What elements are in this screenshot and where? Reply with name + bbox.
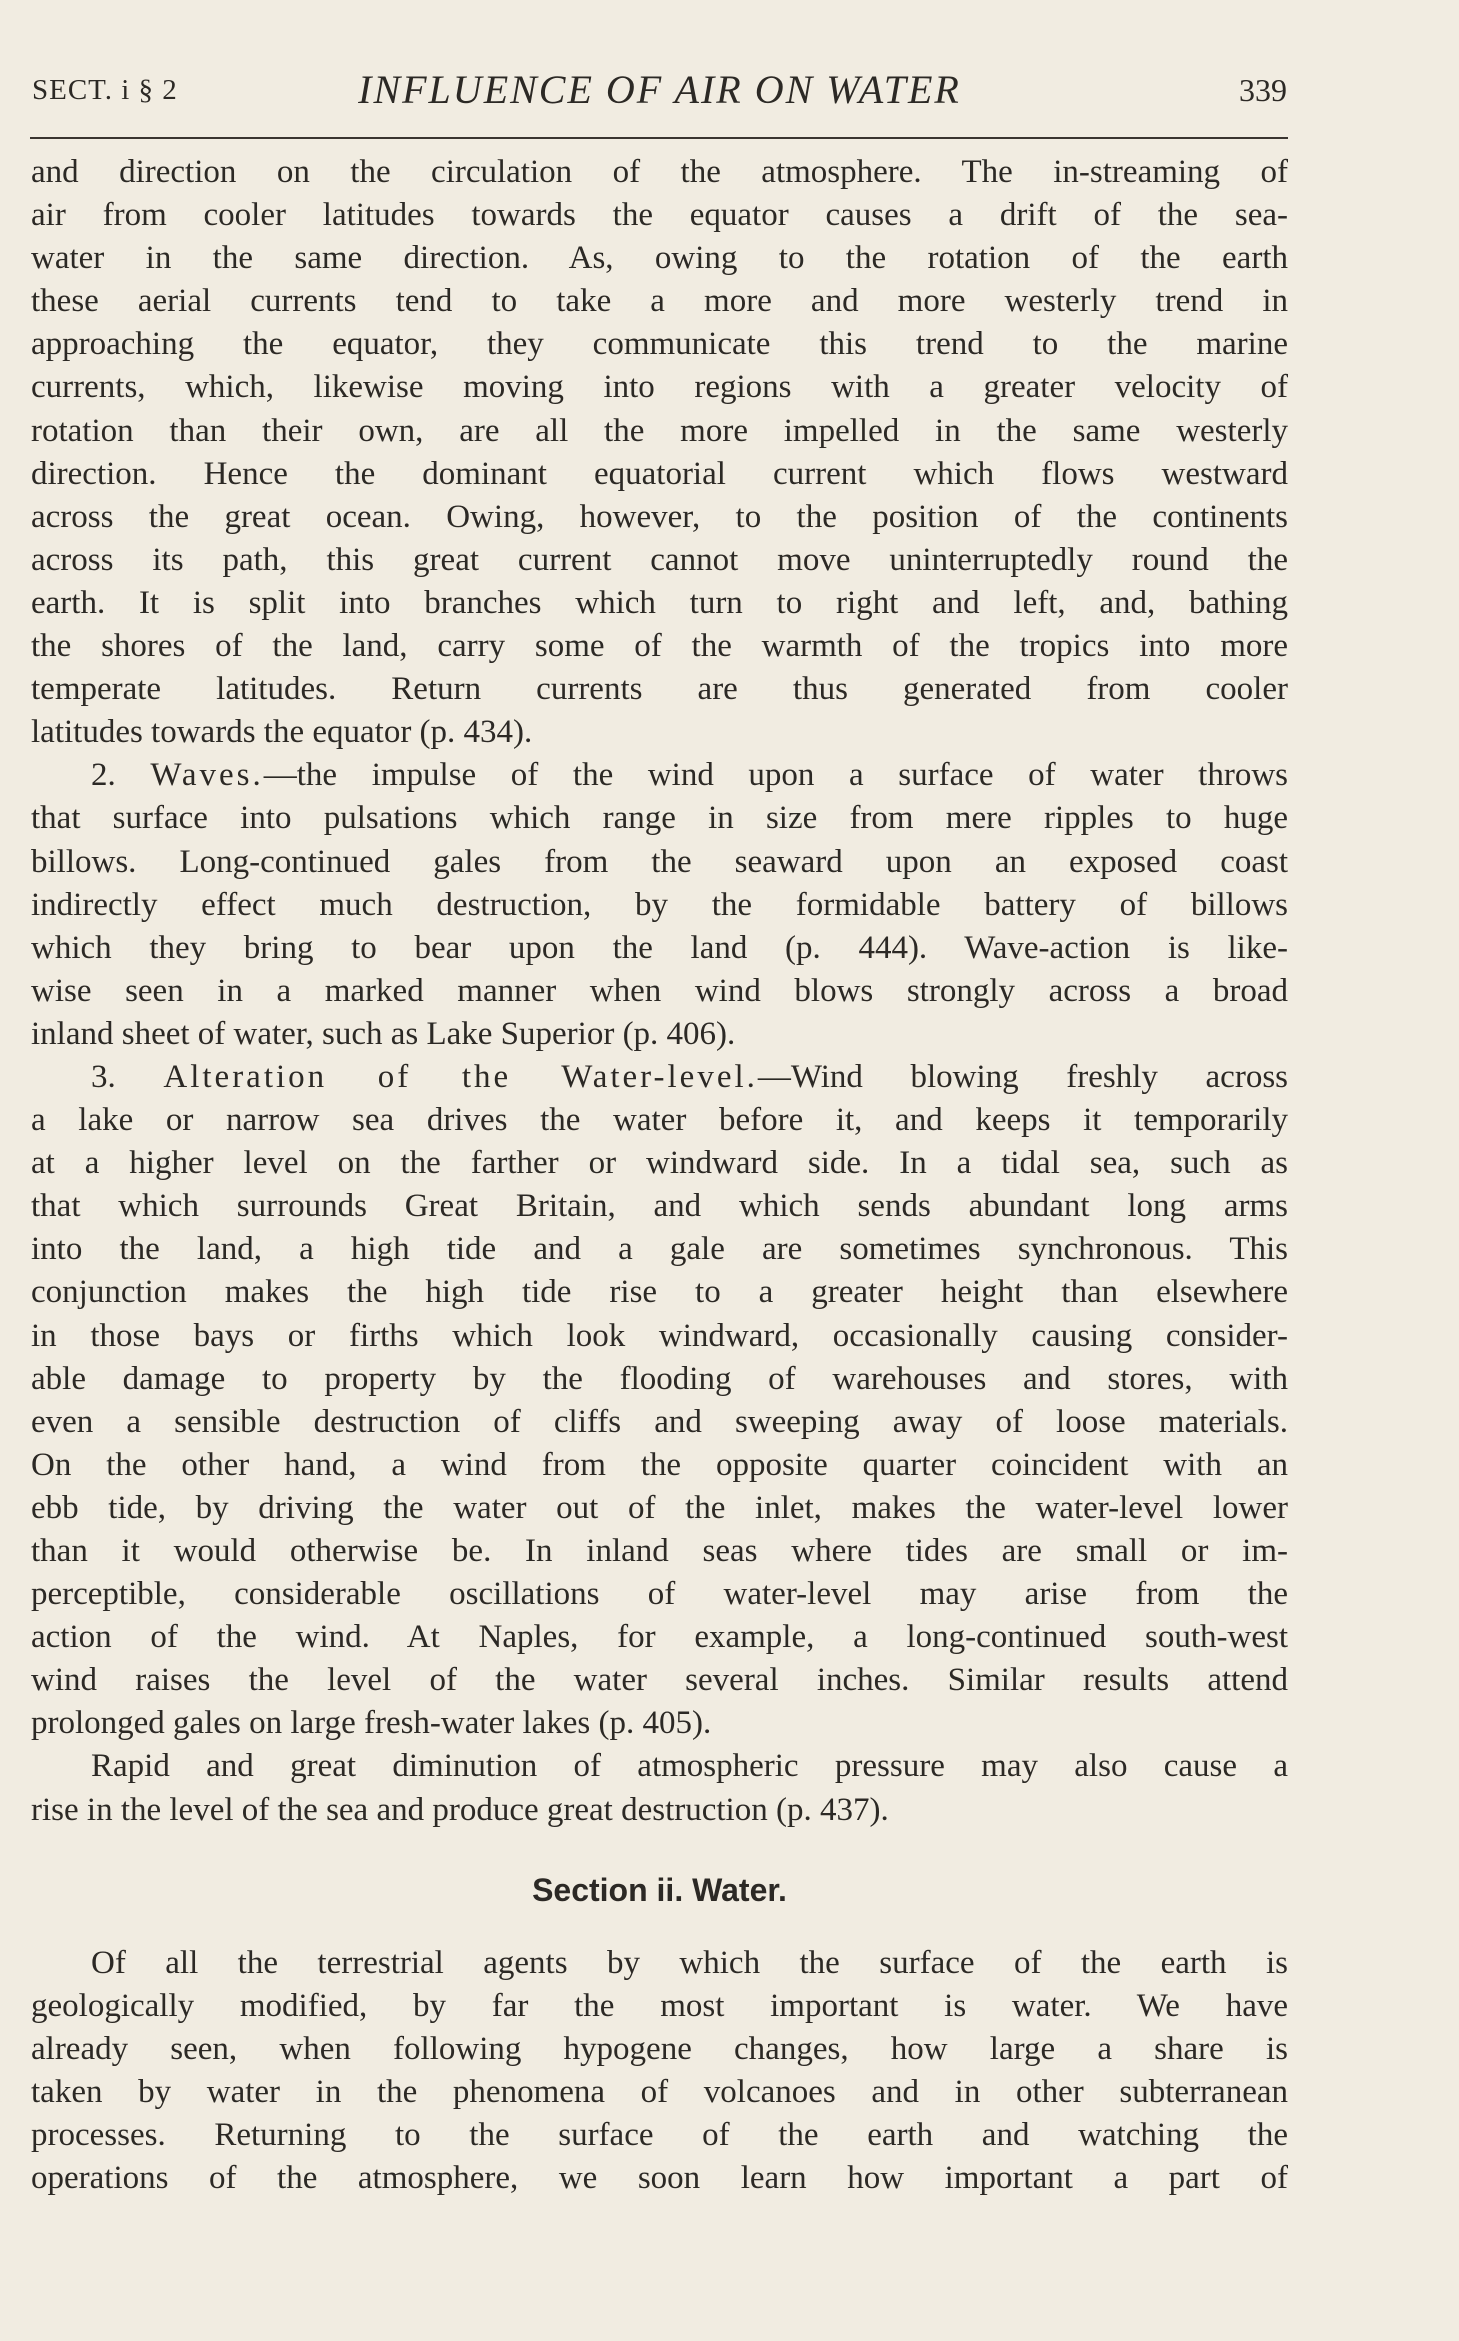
text-line: taken by water in the phenomena of volcanoes and in other subterranean [31,2073,1288,2110]
running-title: INFLUENCE OF AIR ON WATER [358,67,961,112]
text-line: which they bring to bear upon the land (p. 444). Wave-action is like- [31,929,1288,966]
text-line: than it would otherwise be. In inland seas where tides are small or im- [31,1533,1288,1569]
text-line: ebb tide, by driving the water out of the inlet, makes the water-level lower [31,1489,1288,1526]
waves-dash: — [263,757,297,794]
text-line: Of all the terrestrial agents by which the surface of the earth is [91,1944,1288,1981]
text-line: wind raises the level of the water several inches. Similar results attend [31,1662,1288,1699]
waves-number: 2. [91,757,116,794]
text-line: earth. It is split into branches which turn to right and left, and, bathing [31,584,1288,621]
text-line: in those bays or firths which look windward, occasionally causing consider- [31,1317,1288,1354]
text-line: conjunction makes the high tide rise to a greater height than elsewhere [31,1274,1288,1311]
waves-heading: Waves. [150,757,264,794]
text-line: temperate latitudes. Return currents are thus generated from cooler [31,671,1288,708]
alteration-paragraph-start [31,1056,1288,1099]
text-line: water in the same direction. As, owing to the rotation of the earth [31,240,1288,277]
text-line: across its path, this great current cannot move uninterruptedly round the [31,541,1288,578]
alteration-heading: Alteration of the Water-level. [163,1058,758,1095]
text-line: across the great ocean. Owing, however, to the position of the continents [31,498,1288,535]
text-line: and direction on the circulation of the atmosphere. The in-streaming of [31,154,1288,190]
text-line: approaching the equator, they communicate this trend to the marine [31,326,1288,363]
text-line: wise seen in a marked manner when wind blows strongly across a broad [31,972,1288,1009]
text-line: billows. Long-continued gales from the seaward upon an exposed coast [31,843,1288,880]
page-number: 339 [1239,72,1287,108]
text-line: currents, which, likewise moving into regions with a greater velocity of [31,369,1288,406]
text-line: Wind blowing freshly across [790,1058,1288,1095]
text-line: air from cooler latitudes towards the equator causes a drift of the sea- [31,197,1288,234]
text-line: action of the wind. At Naples, for example, a long-continued south-west [31,1619,1288,1656]
text-line: Rapid and great diminution of atmospheric pressure may also cause a [91,1748,1288,1785]
text-line: rotation than their own, are all the more impelled in the same westerly [31,412,1288,449]
text-line: indirectly effect much destruction, by the formidable battery of billows [31,886,1288,923]
text-line: into the land, a high tide and a gale are sometimes synchronous. This [31,1231,1288,1268]
text-line: direction. Hence the dominant equatorial current which flows westward [31,455,1288,492]
text-line: at a higher level on the farther or windward side. In a tidal sea, such as [31,1145,1288,1182]
text-line: operations of the atmosphere, we soon learn how important a part of [31,2160,1288,2197]
text-line: processes. Returning to the surface of the earth and watching the [31,2117,1288,2154]
text-line: the impulse of the wind upon a surface of water throws [296,757,1288,794]
waves-paragraph-start [31,754,1288,797]
alteration-number: 3. [91,1058,116,1095]
section-reference: SECT. i § 2 [32,74,178,106]
text-line: prolonged gales on large fresh-water lakes (p. 405). [31,1705,712,1742]
text-line: latitudes towards the equator (p. 434). [31,714,533,751]
text-line: rise in the level of the sea and produce great destruction (p. 437). [31,1791,889,1828]
header-rule [30,137,1288,139]
text-line: these aerial currents tend to take a more and more westerly trend in [31,283,1288,320]
running-header [32,66,1287,116]
page-body [31,151,1288,2200]
text-line: On the other hand, a wind from the opposite quarter coincident with an [31,1446,1288,1483]
text-line: that surface into pulsations which range in size from mere ripples to huge [31,800,1288,837]
alteration-dash: — [757,1058,791,1095]
section-heading: Section ii. Water. [532,1871,787,1908]
text-line: the shores of the land, carry some of the warmth of the tropics into more [31,628,1288,665]
text-line: a lake or narrow sea drives the water before it, and keeps it temporarily [31,1102,1288,1139]
text-line: able damage to property by the flooding of warehouses and stores, with [31,1360,1288,1397]
text-line: even a sensible destruction of cliffs and sweeping away of loose materials. [31,1403,1288,1440]
text-line: inland sheet of water, such as Lake Superior (p. 406). [31,1015,736,1052]
text-line: already seen, when following hypogene changes, how large a share is [31,2030,1288,2067]
text-line: geologically modified, by far the most important is water. We have [31,1987,1288,2024]
text-line: perceptible, considerable oscillations of water-level may arise from the [31,1576,1288,1613]
text-line: that which surrounds Great Britain, and which sends abundant long arms [31,1188,1288,1225]
